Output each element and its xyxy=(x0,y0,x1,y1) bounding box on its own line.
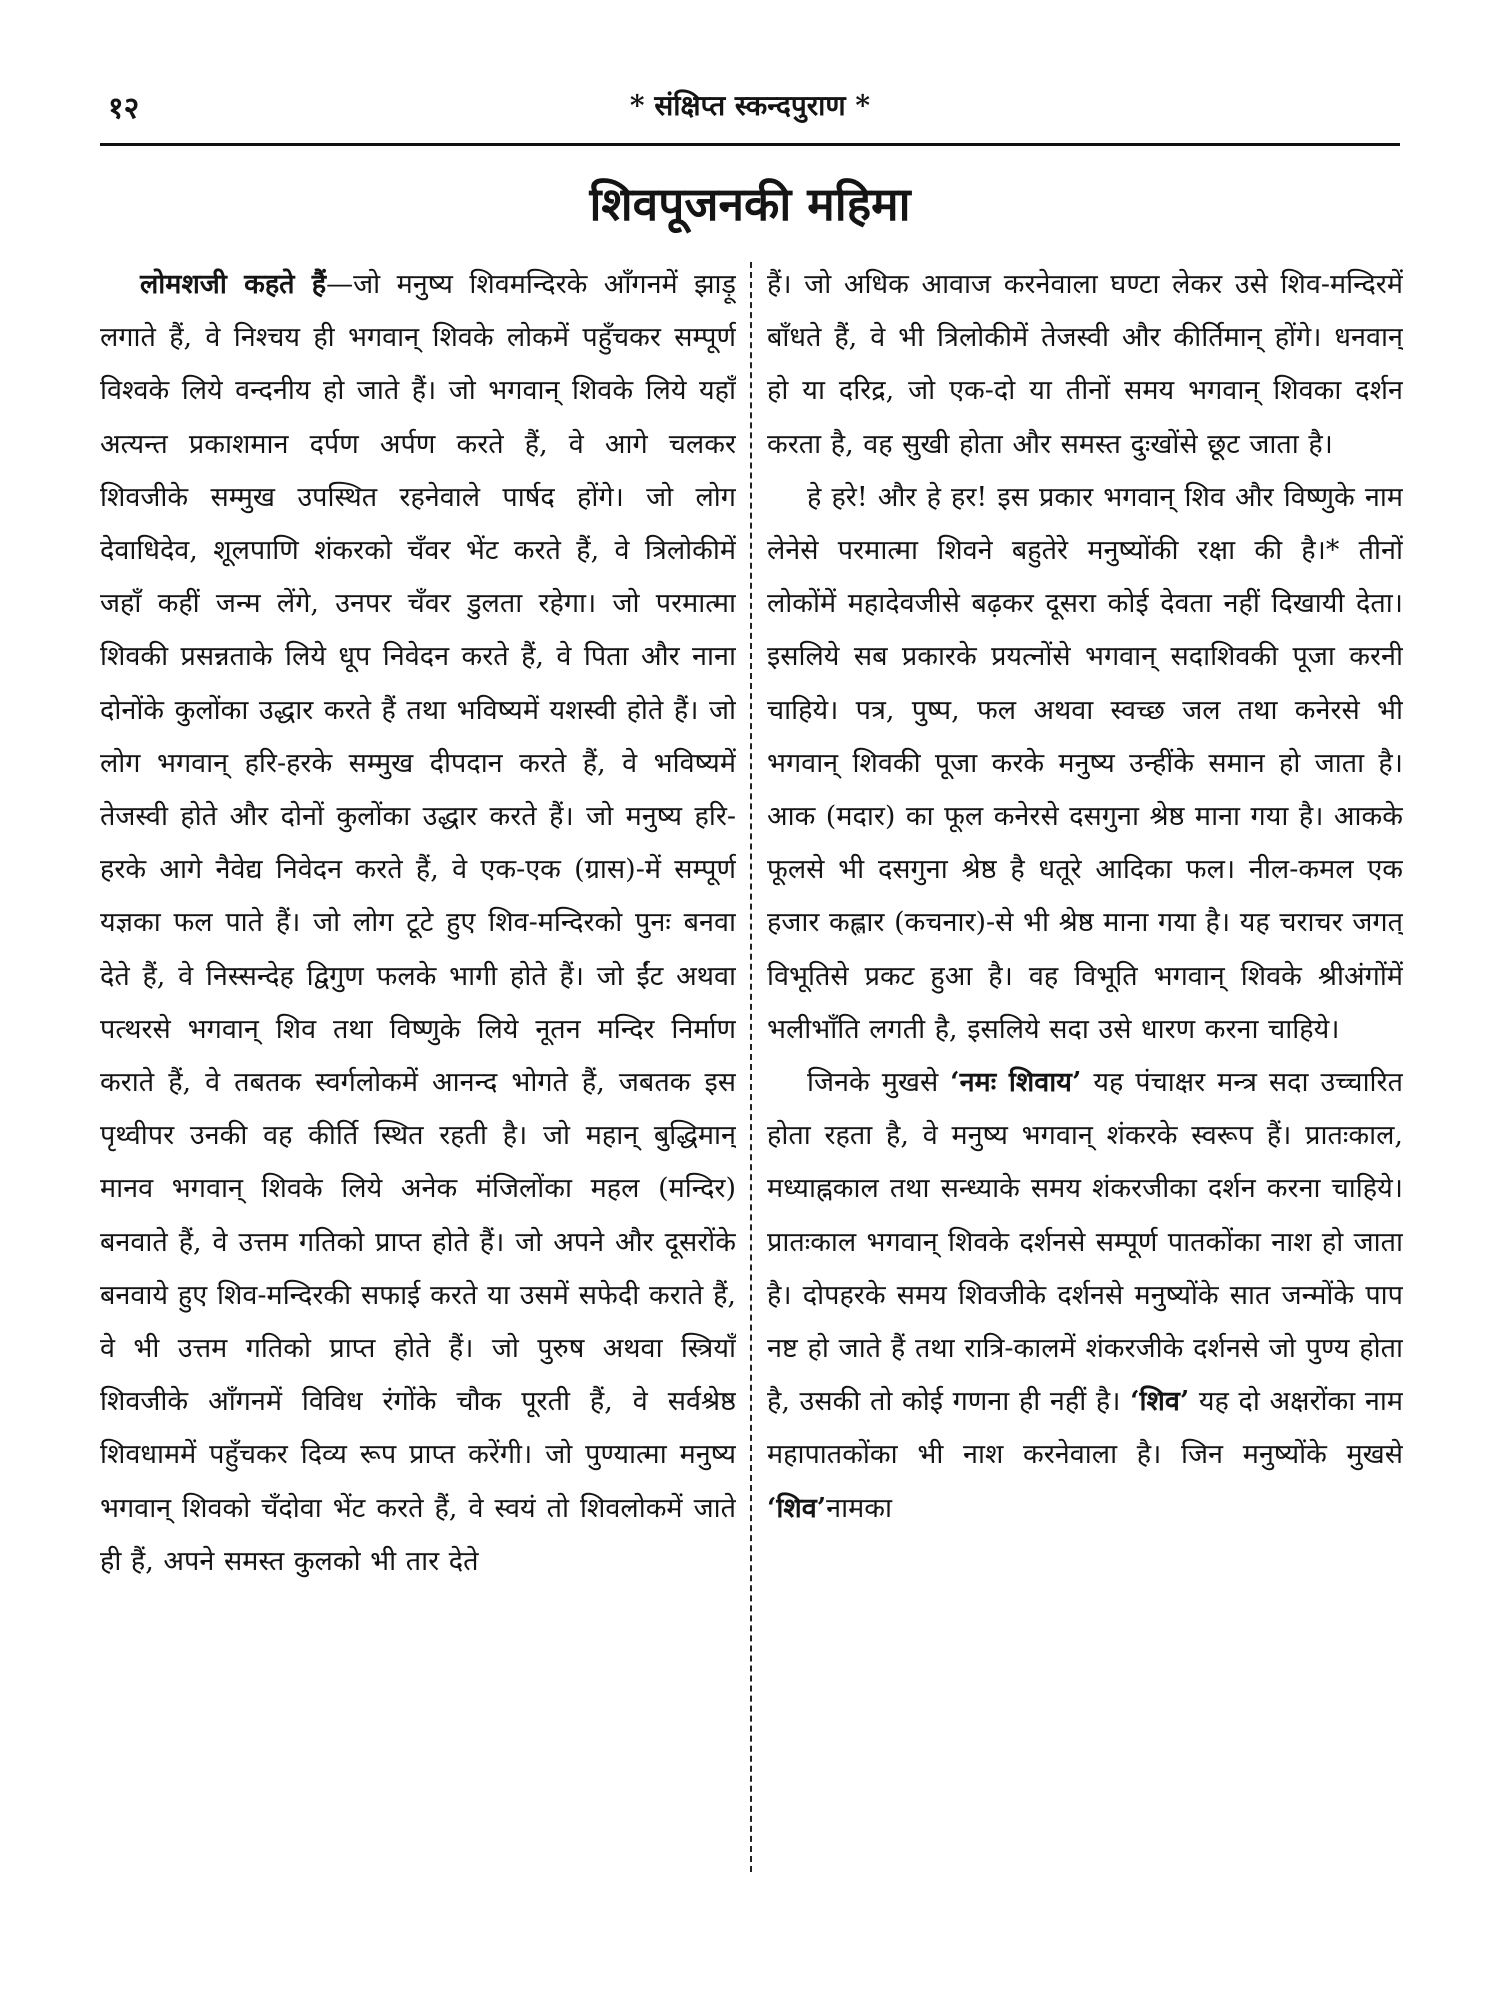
mantra-text: ‘नमः शिवाय’ xyxy=(950,1067,1082,1099)
page-number: १२ xyxy=(108,91,140,126)
paragraph: हे हरे! और हे हर! इस प्रकार भगवान् शिव और विष्णुके नाम लेनेसे परमात्मा शिवने बहुतेरे मनुष्योंकी रक्षा की है।* तीनों लोकोंमें महादेवजीसे बढ़कर दूसरा कोई देवता नहीं दिखायी देता। इसलिये सब प्रकारके प्रयत्नोंसे भगवान् सदाशिवकी पूजा करनी चाहिये। पत्र, पुष्प, फल अथवा स्वच्छ जल तथा कनेरसे भी भगवान् शिवकी पूजा करके मनुष्य उन्हींके समान हो जाता है। आक (मदार) का फूल कनेरसे दसगुना श्रेष्ठ माना गया है। आकके फूलसे भी दसगुना श्रेष्ठ है धतूरे आदिका फल। नील-कमल एक हजार कह्लार (कचनार)-से भी श्रेष्ठ माना गया है। यह चराचर जगत् विभूतिसे प्रकट हुआ है। वह विभूति भगवान् शिवके श्रीअंगोंमें भलीभाँति लगती है, इसलिये सदा उसे धारण करना चाहिये। xyxy=(767,481,1403,1045)
paragraph-text: यह दो अक्षरोंका नाम महापातकोंका भी नाश करनेवाला है। जिन मनुष्योंके मुखसे xyxy=(767,1386,1403,1471)
page-header xyxy=(100,86,1400,134)
paragraph-text: जिनके मुखसे xyxy=(807,1067,939,1099)
paragraph xyxy=(100,258,736,1588)
right-column xyxy=(767,258,1403,1878)
column-divider xyxy=(750,262,752,1872)
shiva-word: ‘शिव’ xyxy=(767,1492,827,1524)
paragraph-text: नामका xyxy=(826,1492,893,1524)
running-title: * संक्षिप्त स्कन्दपुराण * xyxy=(629,89,871,122)
header-rule xyxy=(100,143,1400,146)
paragraph: हैं। जो अधिक आवाज करनेवाला घण्टा लेकर उसे शिव-मन्दिरमें बाँधते हैं, वे भी त्रिलोकीमें तेजस्वी और कीर्तिमान् होंगे। धनवान् हो या दरिद्र, जो एक-दो या तीनों समय भगवान् शिवका दर्शन करता है, वह सुखी होता और समस्त दुःखोंसे छूट जाता है। xyxy=(767,269,1403,460)
chapter-title: शिवपूजनकी महिमा xyxy=(589,177,911,231)
left-column xyxy=(100,258,736,1878)
paragraph xyxy=(767,1056,1403,1535)
speaker-label: लोमशजी कहते हैं xyxy=(140,269,327,300)
paragraph-text: यह पंचाक्षर मन्त्र सदा उच्चारित होता रहता है, वे मनुष्य भगवान् शंकरके स्वरूप हैं। प्रातःकाल, मध्याह्नकाल तथा सन्ध्याके समय शंकरजीका दर्शन करना चाहिये। प्रातःकाल भगवान् शिवके दर्शनसे सम्पूर्ण पातकोंका नाश हो जाता है। दोपहरके समय शिवजीके दर्शनसे मनुष्योंके सात जन्मोंके पाप नष्ट हो जाते हैं तथा रात्रि-कालमें शंकरजीके दर्शनसे जो पुण्य होता है, उसकी तो कोई गणना ही नहीं है। xyxy=(767,1067,1403,1418)
paragraph-text: —जो मनुष्य शिवमन्दिरके आँगनमें झाड़ू लगाते हैं, वे निश्चय ही भगवान् शिवके लोकमें पहुँचकर सम्पूर्ण विश्वके लिये वन्दनीय हो जाते हैं। जो भगवान् शिवके लिये यहाँ अत्यन्त प्रकाशमान दर्पण अर्पण करते हैं, वे आगे चलकर शिवजीके सम्मुख उपस्थित रहनेवाले पार्षद होंगे। जो लोग देवाधिदेव, शूलपाणि शंकरको चँवर भेंट करते हैं, वे त्रिलोकीमें जहाँ कहीं जन्म लेंगे, उनपर चँवर डुलता रहेगा। जो परमात्मा शिवकी प्रसन्नताके लिये धूप निवेदन करते हैं, वे पिता और नाना दोनोंके कुलोंका उद्धार करते हैं तथा भविष्यमें यशस्वी होते हैं। जो लोग भगवान् हरि-हरके सम्मुख दीपदान करते हैं, वे भविष्यमें तेजस्वी होते और दोनों कुलोंका उद्धार करते हैं। जो मनुष्य हरि-हरके आगे नैवेद्य निवेदन करते हैं, वे एक-एक (ग्रास)-में सम्पूर्ण यज्ञका फल पाते हैं। जो लोग टूटे हुए शिव-मन्दिरको पुनः बनवा देते हैं, वे निस्सन्देह द्विगुण फलके भागी होते हैं। जो ईंट अथवा पत्थरसे भगवान् शिव तथा विष्णुके लिये नूतन मन्दिर निर्माण कराते हैं, वे तबतक स्वर्गलोकमें आनन्द भोगते हैं, जबतक इस पृथ्वीपर उनकी वह कीर्ति स्थित रहती है। जो महान् बुद्धिमान् मानव भगवान् शिवके लिये अनेक मंजिलोंका महल (मन्दिर) बनवाते हैं, वे उत्तम गतिको प्राप्त होते हैं। जो अपने और दूसरोंके बनवाये हुए शिव-मन्दिरकी सफाई करते या उसमें सफेदी कराते हैं, वे भी उत्तम गतिको प्राप्त होते हैं। जो पुरुष अथवा स्त्रियाँ शिवजीके आँगनमें विविध रंगोंके चौक पूरती हैं, वे सर्वश्रेष्ठ शिवधाममें पहुँचकर दिव्य रूप प्राप्त करेंगी। जो पुण्यात्मा मनुष्य भगवान् शिवको चँदोवा भेंट करते हैं, वे स्वयं तो शिवलोकमें जाते ही हैं, अपने समस्त कुलको भी तार देते xyxy=(100,269,736,1577)
shiva-word: ‘शिव’ xyxy=(1130,1386,1190,1418)
